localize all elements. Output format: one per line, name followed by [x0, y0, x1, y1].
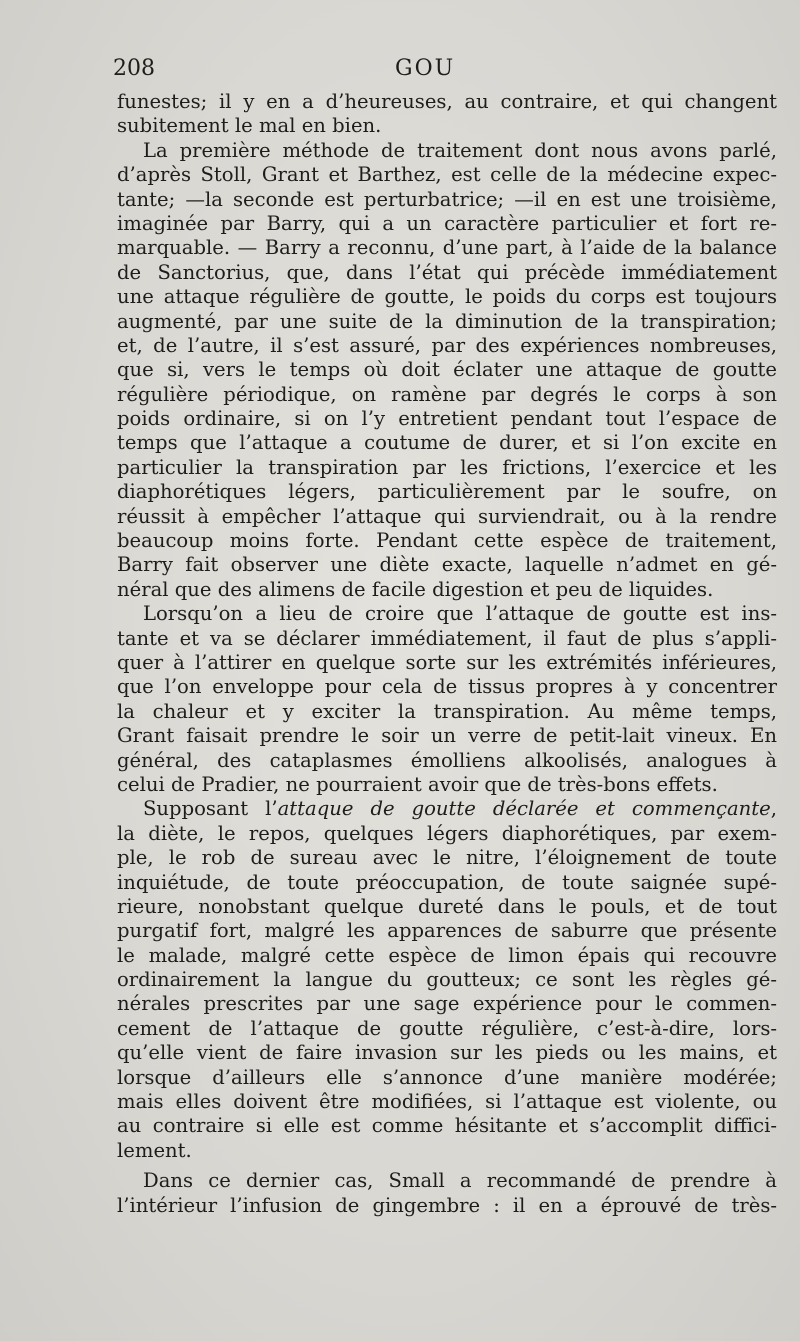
italic-phrase: attaque de goutte déclarée et commençante	[277, 797, 771, 821]
text-line: la diète, le repos, quelques légers diaphorétiques, par exem-	[117, 821, 777, 845]
text-run: Supposant l’	[143, 797, 278, 821]
text-line: beaucoup moins forte. Pendant cette espèce de traitement,	[117, 529, 777, 553]
text-line: Dans ce dernier cas, Small a recommandé de prendre à	[143, 1169, 777, 1193]
text-line: marquable. — Barry a reconnu, d’une part, à l’aide de la balance	[117, 236, 777, 260]
text-line: funestes; il y en a d’heureuses, au contraire, et qui changent	[117, 90, 777, 113]
text-line: l’intérieur l’infusion de gingembre : il en a éprouvé de très-	[117, 1193, 777, 1217]
text-line: La première méthode de traitement dont nous avons parlé,	[143, 138, 777, 162]
page-header	[113, 56, 773, 86]
text-line: au contraire si elle est comme hésitante et s’accomplit diffici-	[117, 1114, 777, 1138]
text-line: Lorsqu’on a lieu de croire que l’attaque de goutte est ins-	[143, 602, 777, 626]
text-line: diaphorétiques légers, particulièrement par le soufre, on	[117, 480, 777, 504]
text-line: imaginée par Barry, qui a un caractère particulier et fort re-	[117, 211, 777, 235]
text-line: Grant faisait prendre le soir un verre de petit-lait vineux. En	[117, 724, 777, 748]
text-line: rieure, nonobstant quelque dureté dans le pouls, et de tout	[117, 894, 777, 918]
text-line: la chaleur et y exciter la transpiration. Au même temps,	[117, 699, 777, 723]
text-line: de Sanctorius, que, dans l’état qui précède immédiatement	[117, 260, 777, 284]
body-text	[117, 90, 777, 1218]
text-line: qu’elle vient de faire invasion sur les pieds ou les mains, et	[117, 1041, 777, 1065]
text-line: temps que l’attaque a coutume de durer, et si l’on excite en	[117, 431, 777, 455]
text-line: d’après Stoll, Grant et Barthez, est celle de la médecine expec-	[117, 163, 777, 187]
text-line: que si, vers le temps où doit éclater une attaque de goutte	[117, 358, 777, 382]
text-line: néral que des alimens de facile digestion et peu de liquides.	[117, 577, 714, 601]
text-line: inquiétude, de toute préoccupation, de toute saignée supé-	[117, 870, 777, 894]
text-line: particulier la transpiration par les frictions, l’exercice et les	[117, 455, 777, 479]
text-line: régulière périodique, on ramène par degrés le corps à son	[117, 382, 777, 406]
text-line: nérales prescrites par une sage expérience pour le commen-	[117, 992, 777, 1016]
page-number: 208	[113, 56, 155, 81]
text-line: le malade, malgré cette espèce de limon épais qui recouvre	[117, 943, 777, 967]
text-line: augmenté, par une suite de la diminution de la transpiration;	[117, 309, 777, 333]
text-line: tante et va se déclarer immédiatement, il faut de plus s’appli-	[117, 626, 777, 650]
text-line: mais elles doivent être modifiées, si l’attaque est violente, ou	[117, 1090, 777, 1114]
text-line	[117, 797, 777, 821]
text-line: subitement le mal en bien.	[117, 114, 382, 138]
text-line: et, de l’autre, il s’est assuré, par des expériences nombreuses,	[117, 333, 777, 357]
text-line: réussit à empêcher l’attaque qui surviendrait, ou à la rendre	[117, 504, 777, 528]
text-run: ,	[770, 797, 777, 821]
text-line: lement.	[117, 1138, 192, 1162]
text-line: ordinairement la langue du goutteux; ce sont les règles gé-	[117, 968, 777, 992]
text-line: poids ordinaire, si on l’y entretient pendant tout l’espace de	[117, 407, 777, 431]
text-line: Barry fait observer une diète exacte, laquelle n’admet en gé-	[117, 553, 777, 577]
text-line: que l’on enveloppe pour cela de tissus propres à y concentrer	[117, 675, 777, 699]
text-line: lorsque d’ailleurs elle s’annonce d’une manière modérée;	[117, 1065, 777, 1089]
running-head: GOU	[395, 56, 456, 81]
text-line: tante; —la seconde est perturbatrice; —il en est une troisième,	[117, 187, 777, 211]
text-line: cement de l’attaque de goutte régulière, c’est-à-dire, lors-	[117, 1016, 777, 1040]
text-line: quer à l’attirer en quelque sorte sur les extrémités inférieures,	[117, 650, 777, 674]
text-line: ple, le rob de sureau avec le nitre, l’éloignement de toute	[117, 846, 777, 870]
text-line: une attaque régulière de goutte, le poids du corps est toujours	[117, 285, 777, 309]
text-line: celui de Pradier, ne pourraient avoir que de très-bons effets.	[117, 772, 718, 796]
text-line: purgatif fort, malgré les apparences de saburre que présente	[117, 919, 777, 943]
text-line: général, des cataplasmes émolliens alkoolisés, analogues à	[117, 748, 777, 772]
